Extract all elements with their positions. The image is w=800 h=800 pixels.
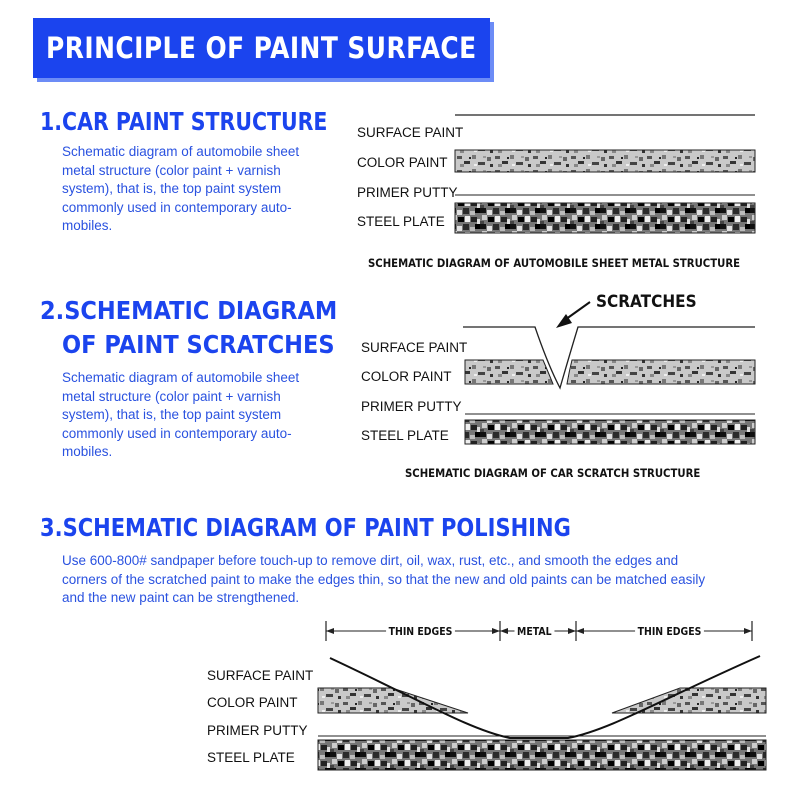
- dimension-arrow: [492, 628, 500, 634]
- section2-caption: SCHEMATIC DIAGRAM OF CAR SCRATCH STRUCTURE: [405, 466, 701, 480]
- dimension-label-metal: METAL: [514, 625, 554, 638]
- section2-layer-label: SURFACE PAINT: [361, 340, 468, 355]
- section3-layer-label: SURFACE PAINT: [207, 668, 314, 683]
- section3-desc-line: corners of the scratched paint to make the edges thin, so that the new and old paints can be matched easily: [62, 571, 706, 587]
- section3-heading: 3.SCHEMATIC DIAGRAM OF PAINT POLISHING: [40, 513, 571, 542]
- section1-desc-line: Schematic diagram of automobile sheet: [62, 144, 300, 159]
- section2-desc-line: system), that is, the top paint system: [62, 407, 282, 422]
- section2-layer-label: COLOR PAINT: [361, 369, 452, 384]
- page-title: PRINCIPLE OF PAINT SURFACE: [46, 31, 477, 65]
- section3-layer-label: STEEL PLATE: [207, 750, 295, 765]
- section1-heading: 1.CAR PAINT STRUCTURE: [40, 107, 328, 136]
- section1-caption: SCHEMATIC DIAGRAM OF AUTOMOBILE SHEET METAL STRUCTURE: [368, 256, 741, 270]
- dimension-arrow: [568, 628, 576, 634]
- section2-heading-line2: OF PAINT SCRATCHES: [62, 330, 335, 359]
- section1-desc-line: commonly used in contemporary auto-: [62, 199, 292, 215]
- section3-color-layer-right: [612, 688, 766, 713]
- dimension-label-thin-edges-left: THIN EDGES: [386, 625, 455, 638]
- section1-desc-line: metal structure (color paint + varnish: [62, 162, 281, 178]
- section1-desc-line: mobiles.: [62, 218, 113, 233]
- section3-desc-line: Use 600-800# sandpaper before touch-up to remove dirt, oil, wax, rust, etc., and smooth the edges and: [62, 553, 679, 568]
- section3-steel-layer: [318, 740, 766, 770]
- section2-desc-line: mobiles.: [62, 444, 113, 459]
- dimension-arrow: [326, 628, 334, 634]
- scratch-label: SCRATCHES: [596, 292, 697, 312]
- dimension-arrow: [744, 628, 752, 634]
- dimension-arrow: [576, 628, 584, 634]
- section1-desc-line: system), that is, the top paint system: [62, 181, 282, 196]
- section2-layer-label: PRIMER PUTTY: [361, 399, 462, 414]
- section3-desc-line: and the new paint can be strengthened.: [62, 590, 300, 605]
- section2-layer-label: STEEL PLATE: [361, 428, 449, 443]
- dimension-label-thin-edges-right: THIN EDGES: [635, 625, 704, 638]
- section1-layer-label: PRIMER PUTTY: [357, 185, 458, 200]
- section3-layer-label: PRIMER PUTTY: [207, 723, 308, 738]
- section2-desc-line: commonly used in contemporary auto-: [62, 425, 292, 441]
- section2-desc-line: metal structure (color paint + varnish: [62, 388, 281, 404]
- section1-layer-label: STEEL PLATE: [357, 214, 445, 229]
- dimension-arrow: [500, 628, 508, 634]
- section3-color-layer-left: [318, 688, 468, 713]
- section3-layer-label: COLOR PAINT: [207, 695, 298, 710]
- section2-desc-line: Schematic diagram of automobile sheet: [62, 370, 300, 385]
- section1-layer-label: COLOR PAINT: [357, 155, 448, 170]
- section1-layer-label: SURFACE PAINT: [357, 125, 464, 140]
- section2-heading-line1: 2.SCHEMATIC DIAGRAM: [40, 296, 338, 325]
